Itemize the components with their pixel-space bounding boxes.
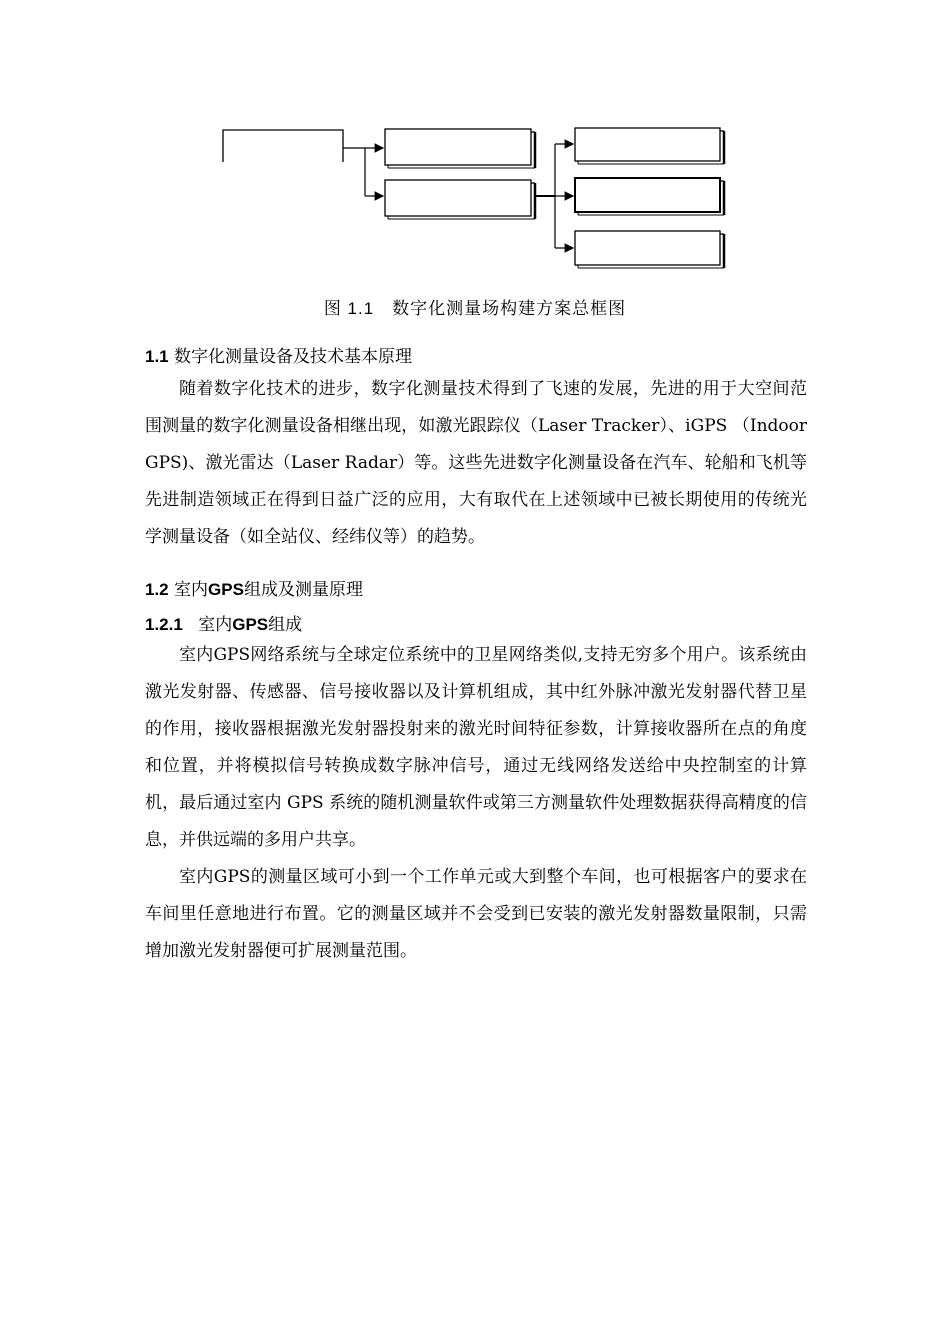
connector-level3 xyxy=(535,144,573,248)
figure-title: 数字化测量场构建方案总框图 xyxy=(392,299,627,319)
section-number: 1.1 xyxy=(145,347,169,366)
connector-root xyxy=(343,148,383,196)
paragraph-2: 室内GPS网络系统与全球定位系统中的卫星网络类似,支持无穷多个用户。该系统由激光发射器、传感器、信号接收器以及计算机组成，其中红外脉冲激光发射器代替卫星的作用，接收器根据激光发射器投射来的激光时间特征参数，计算接收器所在点的角度和位置，并将模拟信号转换成数字脉冲信号，通过无线网络发送给中央控制室的计算机，最后通过室内 GPS 系统的随机测量软件或第三方测量软件处理数据获得高精度的信息，并供远端的多用户共享。 xyxy=(145,645,807,850)
section-title-pre: 室内 xyxy=(198,615,233,635)
root-box xyxy=(223,130,343,162)
section-heading-1-1 xyxy=(145,342,412,367)
section-heading-1-2 xyxy=(145,575,363,600)
framework-diagram xyxy=(215,120,735,280)
section-number: 1.2 xyxy=(145,580,169,599)
paragraph-1: 随着数字化技术的进步，数字化测量技术得到了飞速的发展，先进的用于大空间范围测量的数字化测量设备相继出现，如激光跟踪仪（Laser Tracker）、iGPS （Indoor GPS)、激光雷达（Laser Radar）等。这些先进数字化测量设备在汽车、轮船和飞机等先进制造领域正在得到日益广泛的应用，大有取代在上述领域中已被长期使用的传统光学测量设备（如全站仪、经纬仪等）的趋势。 xyxy=(145,379,807,547)
level2-box-1 xyxy=(385,129,535,168)
section-title-pre: 室内 xyxy=(174,580,209,600)
figure-number: 图 1.1 xyxy=(323,299,375,318)
section-title-bold: GPS xyxy=(232,615,269,634)
level3-box-1 xyxy=(575,128,724,164)
section-number: 1.2.1 xyxy=(145,615,183,634)
level3-box-2 xyxy=(575,178,724,215)
paragraph-3: 室内GPS的测量区域可小到一个工作单元或大到整个车间，也可根据客户的要求在车间里任意地进行布置。它的测量区域并不会受到已安装的激光发射器数量限制，只需增加激光发射器便可扩展测量范围。 xyxy=(145,867,807,961)
section-title-bold: GPS xyxy=(208,580,244,599)
section-title-post: 组成 xyxy=(268,615,303,635)
section-heading-1-2-1 xyxy=(145,610,302,635)
figure-caption xyxy=(0,294,950,319)
section-title: 数字化测量设备及技术基本原理 xyxy=(174,347,413,367)
section-title-post: 组成及测量原理 xyxy=(243,580,363,600)
level2-box-2 xyxy=(385,180,535,219)
level3-box-3 xyxy=(575,231,724,268)
